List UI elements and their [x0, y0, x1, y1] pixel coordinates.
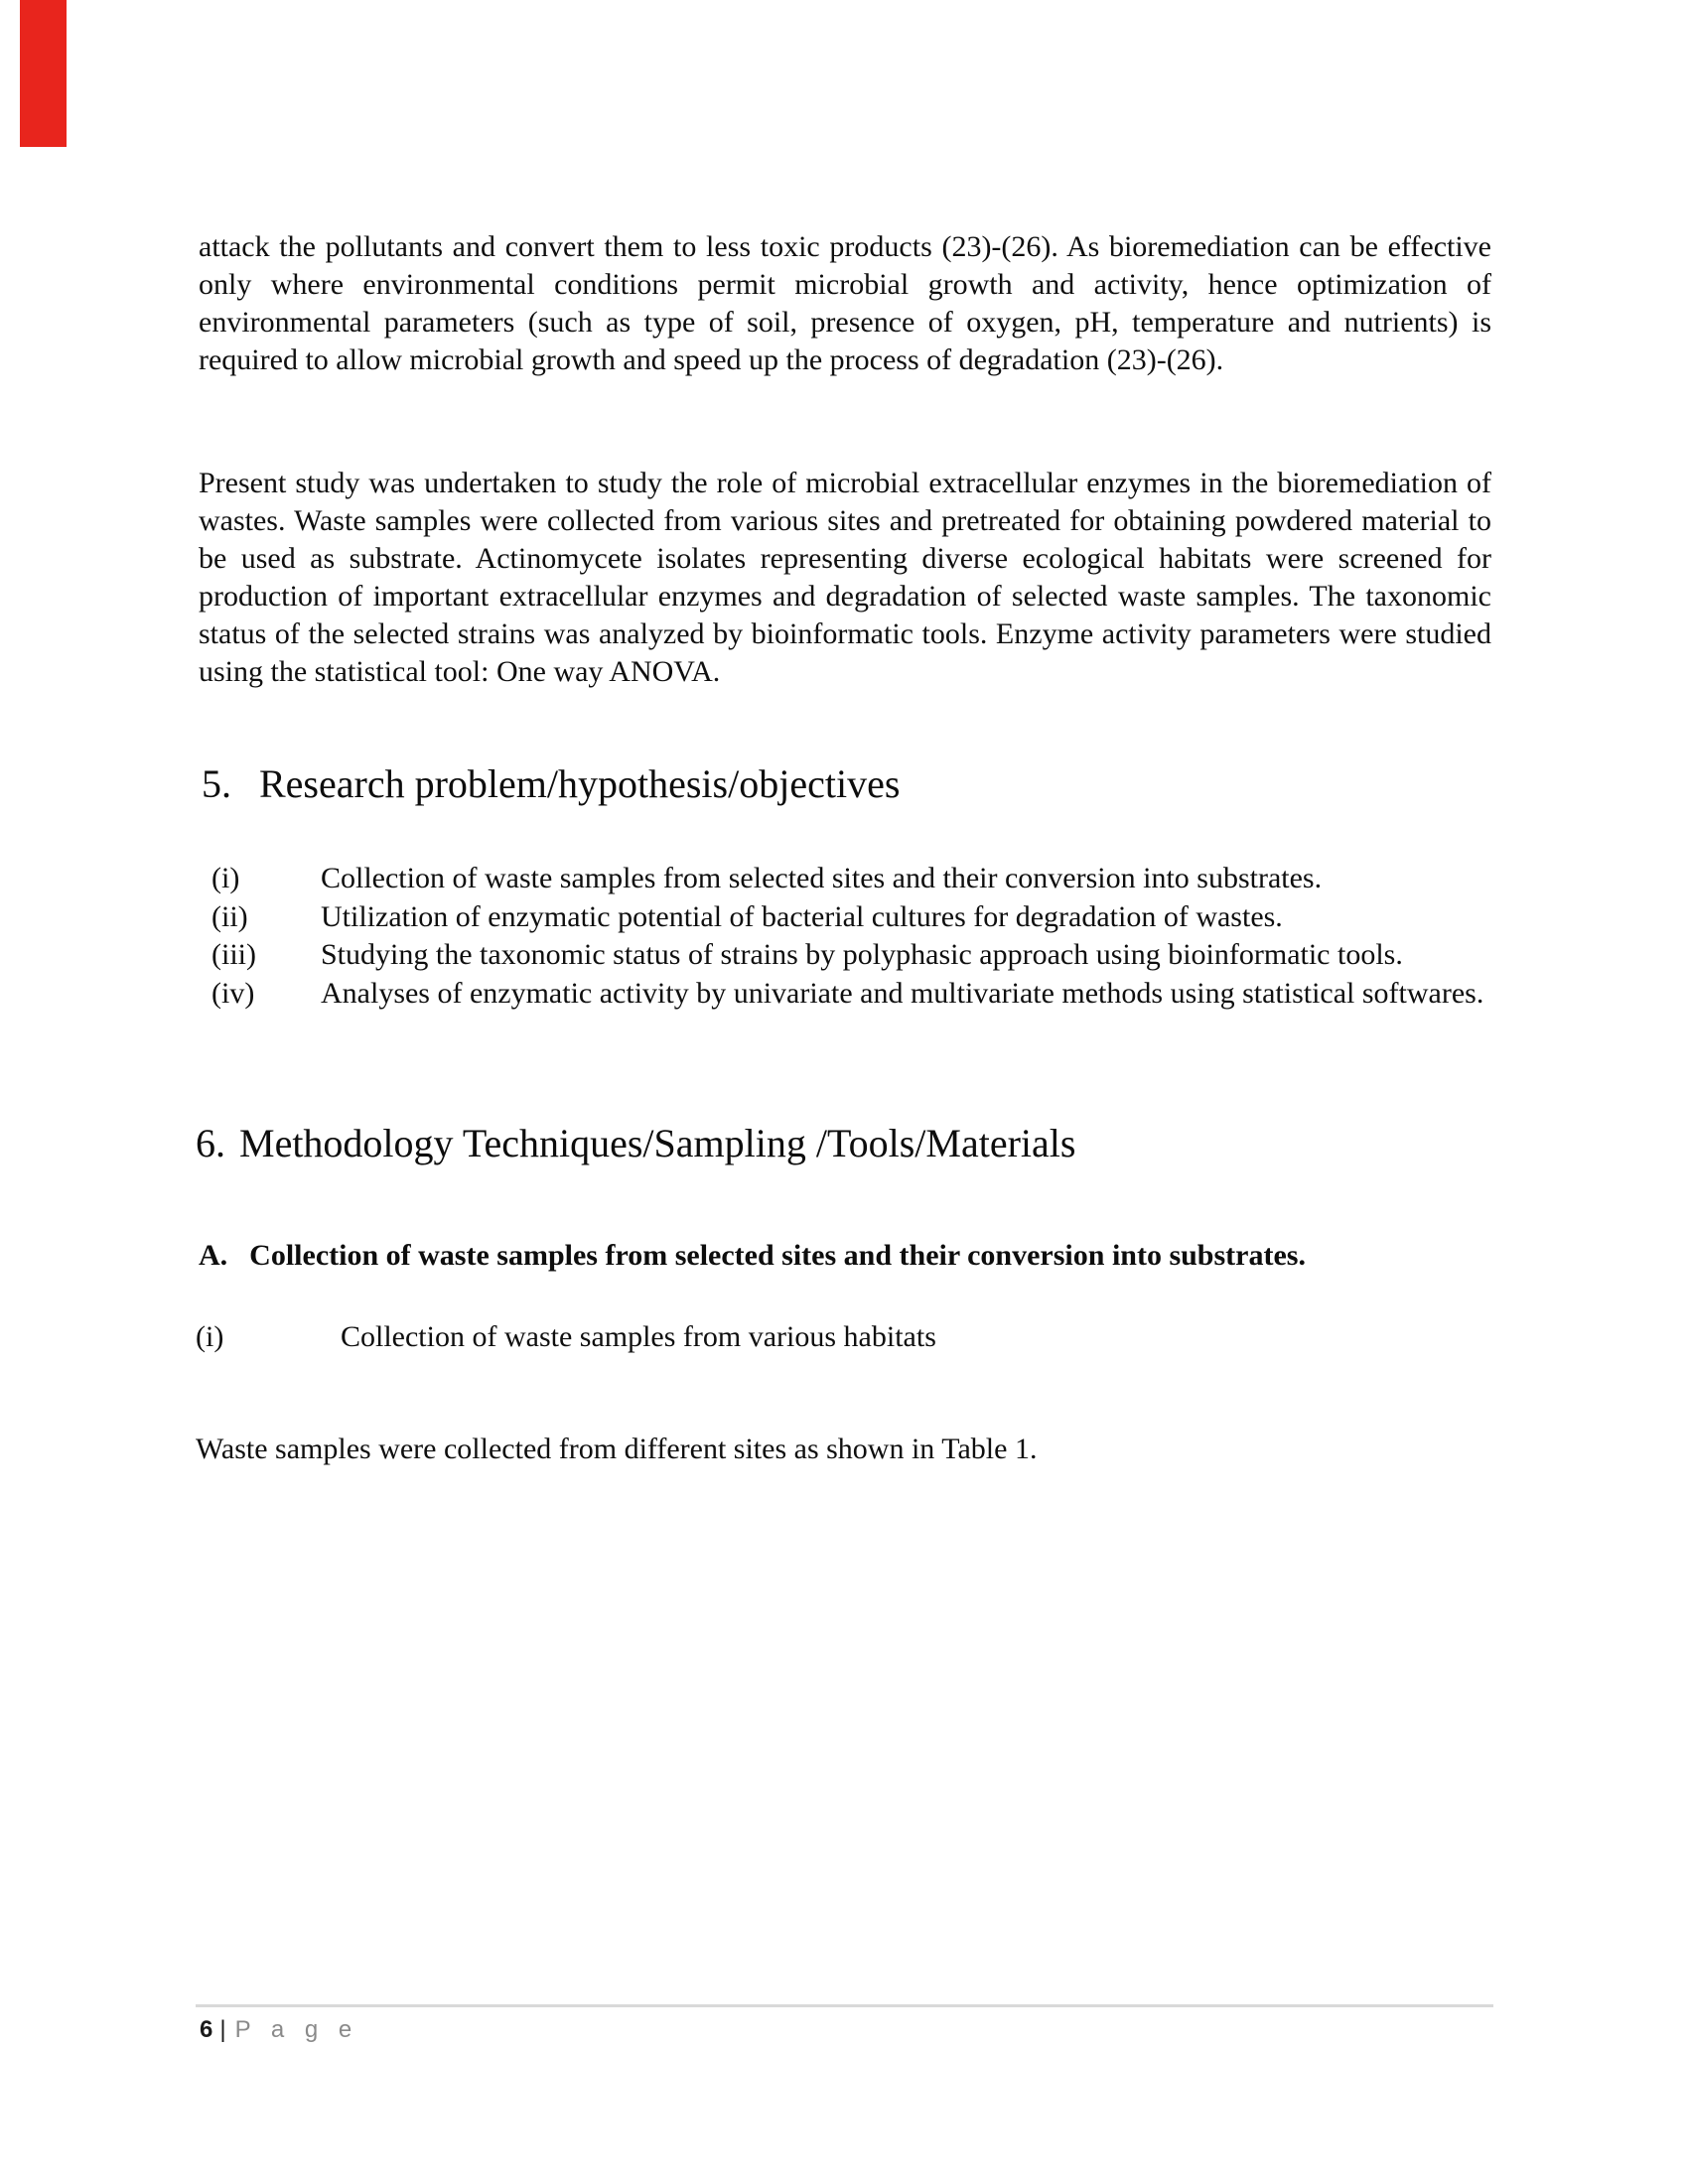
footer-divider	[196, 2004, 1493, 2007]
list-item-marker: (i)	[196, 1320, 224, 1353]
list-item-text: Utilization of enzymatic potential of bacterial cultures for degradation of wastes.	[321, 899, 1283, 933]
subsection-a-heading	[199, 1237, 1491, 1275]
list-item-marker: (i)	[211, 862, 240, 894]
page-footer	[200, 2015, 358, 2045]
subsection-a-title: Collection of waste samples from selected sites and their conversion into substrates.	[249, 1239, 1306, 1272]
objectives-list	[211, 860, 1492, 1013]
list-item-text: Studying the taxonomic status of strains by polyphasic approach using bioinformatic tools.	[321, 938, 1403, 971]
paragraph-present-study: Present study was undertaken to study the role of microbial extracellular enzymes in the bioremediation of wastes. Waste samples were collected from various sites and pretreated for obtaining powdered material to be used as substrate. Actinomycete isolates representing diverse ecological habitats were screened for production of important extracellular enzymes and degradation of selected waste samples. The taxonomic status of the selected strains was analyzed by bioinformatic tools. Enzyme activity parameters were studied using the statistical tool: One way ANOVA.	[199, 467, 1491, 688]
section-5-title: Research problem/hypothesis/objectives	[259, 761, 901, 806]
subsection-a-label: A.	[199, 1239, 228, 1272]
list-item-text: Analyses of enzymatic activity by univariate and multivariate methods using statistical softwares.	[321, 976, 1484, 1010]
list-item-marker: (iv)	[211, 976, 255, 1010]
waste-samples-sentence: Waste samples were collected from different sites as shown in Table 1.	[196, 1433, 1038, 1465]
paragraph-bioremediation-conditions: attack the pollutants and convert them to less toxic products (23)-(26). As bioremediation can be effective only where environmental conditions permit microbial growth and activity, hence optimization of environmental parameters (such as type of soil, presence of oxygen, pH, temperature and nutrients) is required to allow microbial growth and speed up the process of degradation (23)-(26).	[199, 230, 1491, 376]
footer-page-label: P a g e	[234, 2016, 359, 2043]
section-6-number: 6.	[196, 1121, 225, 1165]
section-6-heading	[196, 1118, 1075, 1169]
footer-separator: |	[219, 2016, 226, 2043]
list-item	[211, 936, 1492, 975]
list-item-text: Collection of waste samples from various habitats	[341, 1320, 936, 1353]
list-item	[211, 898, 1492, 937]
section-6-title: Methodology Techniques/Sampling /Tools/Materials	[239, 1121, 1076, 1165]
list-item	[211, 860, 1492, 898]
list-item-marker: (iii)	[211, 938, 256, 971]
list-item-marker: (ii)	[211, 899, 248, 933]
list-item	[211, 975, 1492, 1014]
red-margin-marker	[20, 0, 67, 147]
page-number: 6	[200, 2016, 213, 2043]
list-item-text: Collection of waste samples from selected sites and their conversion into substrates.	[321, 862, 1323, 894]
section-5-number: 5.	[202, 761, 231, 806]
subsection-a-item	[196, 1318, 1491, 1356]
section-5-heading	[202, 758, 900, 810]
